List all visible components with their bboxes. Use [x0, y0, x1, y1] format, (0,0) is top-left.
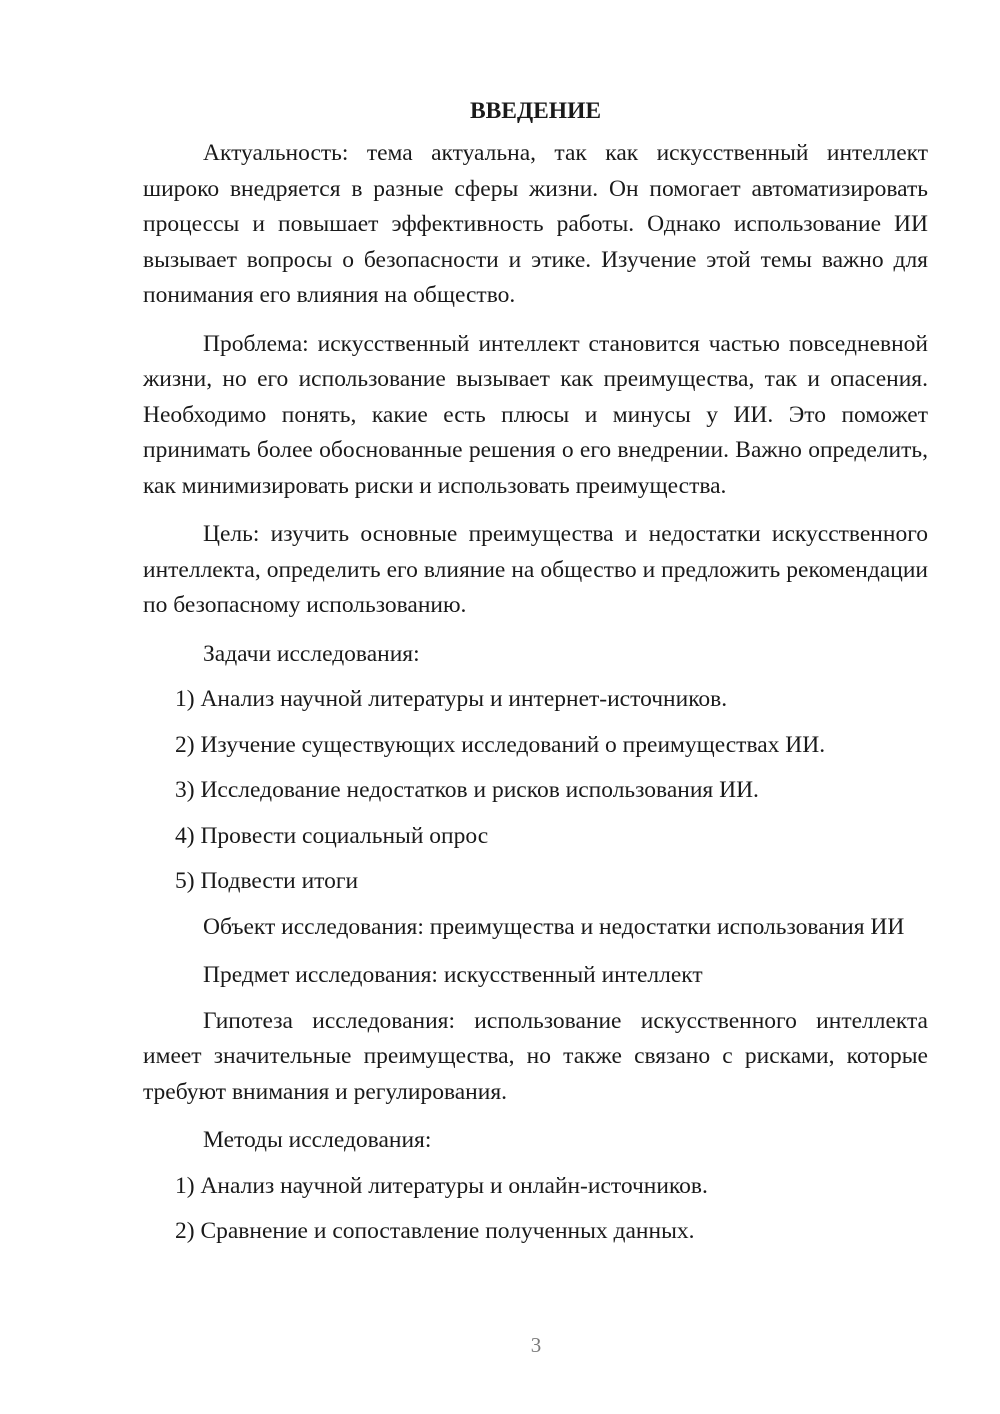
- task-item: 3) Исследование недостатков и рисков использования ИИ.: [175, 777, 759, 803]
- problem-paragraph: Проблема: искусственный интеллект становится частью повседневной жизни, но его использование вызывает как преимущества, так и опасения. Необходимо понять, какие есть плюсы и минусы у ИИ. Это поможет принимать более обоснованные решения о его внедрении. Важно определить, как минимизировать риски и использовать преимущества.: [143, 330, 928, 499]
- task-item: 1) Анализ научной литературы и интернет-источников.: [175, 686, 728, 712]
- tasks-heading: Задачи исследования:: [203, 640, 420, 667]
- methods-list: [143, 1169, 928, 1250]
- relevance-paragraph: Актуальность: тема актуальна, так как искусственный интеллект широко внедряется в разные сферы жизни. Он помогает автоматизировать процессы и повышает эффективность работы. Однако использование ИИ вызывает вопросы о безопасности и этике. Изучение этой темы важно для понимания его влияния на общество.: [143, 140, 928, 308]
- object-paragraph: Объект исследования: преимущества и недостатки использования ИИ: [203, 913, 905, 940]
- tasks-list: [143, 682, 928, 900]
- page-number: 3: [530, 1333, 542, 1357]
- methods-heading: Методы исследования:: [203, 1127, 432, 1153]
- method-item: 1) Анализ научной литературы и онлайн-источников.: [175, 1172, 708, 1199]
- task-item: 5) Подвести итоги: [175, 868, 359, 894]
- goal-paragraph: Цель: изучить основные преимущества и недостатки искусственного интеллекта, определить его влияние на общество и предложить рекомендации по безопасному использованию.: [143, 521, 928, 618]
- section-title: ВВЕДЕНИЕ: [469, 98, 602, 124]
- hypothesis-paragraph: Гипотеза исследования: использование искусственного интеллекта имеет значительные преимущества, но также связано с рисками, которые требуют внимания и регулирования.: [143, 1007, 928, 1105]
- method-item: 2) Сравнение и сопоставление полученных данных.: [175, 1218, 695, 1244]
- task-item: 4) Провести социальный опрос: [175, 822, 489, 849]
- subject-paragraph: Предмет исследования: искусственный интеллект: [203, 962, 703, 988]
- task-item: 2) Изучение существующих исследований о преимуществах ИИ.: [175, 731, 826, 758]
